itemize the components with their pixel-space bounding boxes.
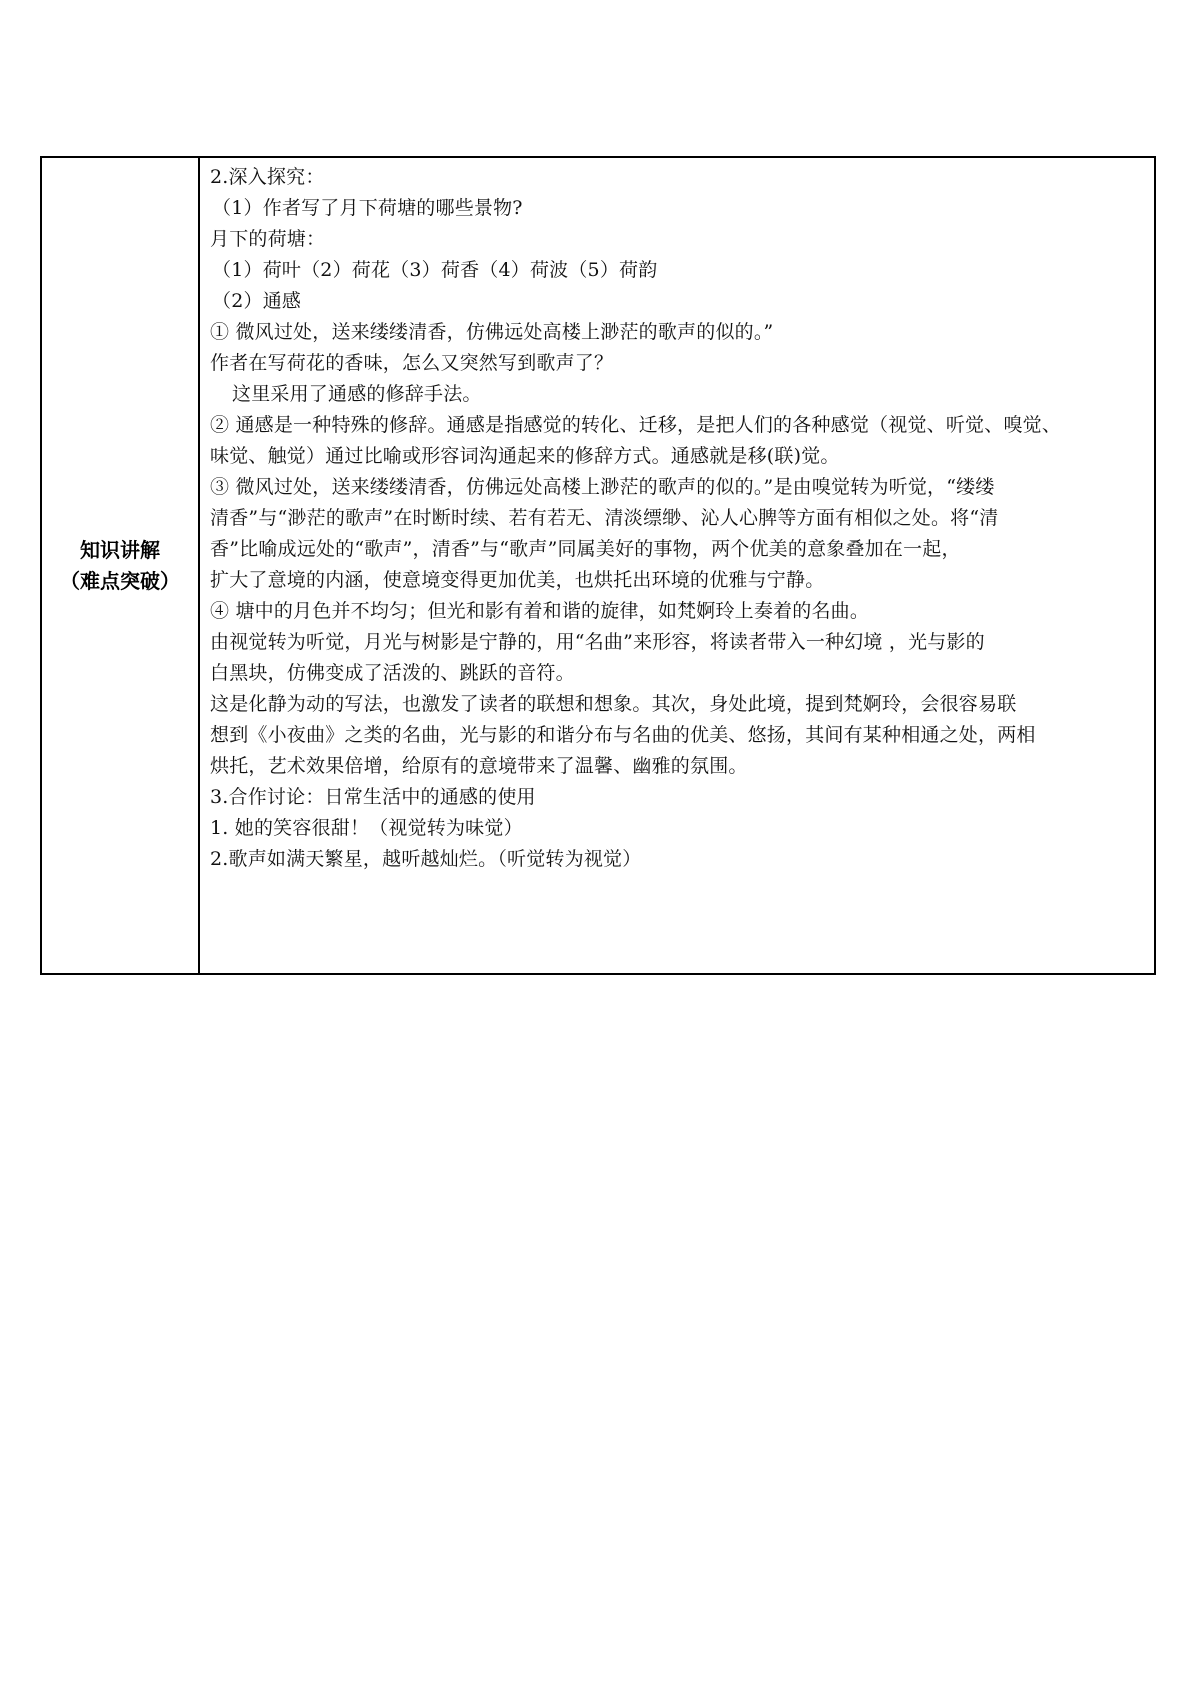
- table-row: [41, 157, 1155, 974]
- paragraph-line: ④ 塘中的月色并不均匀；但光和影有着和谐的旋律，如梵婀玲上奏着的名曲。: [210, 600, 870, 622]
- paragraph-line: 清香”与“渺茫的歌声”在时断时续、若有若无、清淡缥缈、沁人心脾等方面有相似之处。将“清: [210, 507, 999, 529]
- paragraph-line: ② 通感是一种特殊的修辞。通感是指感觉的转化、迁移，是把人们的各种感觉（视觉、听觉、嗅觉、: [210, 414, 1062, 436]
- paragraph-line: 扩大了意境的内涵，使意境变得更加优美，也烘托出环境的优雅与宁静。: [210, 569, 825, 591]
- heading-discussion: 3.合作讨论：日常生活中的通感的使用: [210, 786, 536, 808]
- paragraph-line: 烘托，艺术效果倍增，给原有的意境带来了温馨、幽雅的氛围。: [210, 755, 748, 777]
- paragraph-line: ① 微风过处，送来缕缕清香，仿佛远处高楼上渺茫的歌声的似的。”: [210, 321, 774, 343]
- example-item: 1. 她的笑容很甜！（视觉转为味觉）: [210, 817, 523, 839]
- heading-deep-inquiry: 2.深入探究：: [210, 166, 325, 188]
- subheading-synesthesia: （2）通感: [212, 290, 302, 312]
- paragraph-line: 香”比喻成远处的“歌声”，清香”与“歌声”同属美好的事物，两个优美的意象叠加在一起，: [210, 538, 961, 560]
- paragraph-line: 味觉、触觉）通过比喻或形容词沟通起来的修辞方式。通感就是移(联)觉。: [210, 445, 840, 467]
- paragraph-line: 白黑块，仿佛变成了活泼的、跳跃的音符。: [210, 662, 575, 684]
- lesson-table: [40, 156, 1156, 975]
- subheading-lotus-pond: 月下的荷塘：: [210, 228, 326, 250]
- scenery-list: （1）荷叶（2）荷花（3）荷香（4）荷波（5）荷韵: [212, 259, 658, 281]
- paragraph-line: 想到《小夜曲》之类的名曲，光与影的和谐分布与名曲的优美、悠扬，其间有某种相通之处，两相: [210, 724, 1036, 746]
- paragraph-line: 这里采用了通感的修辞手法。: [232, 383, 482, 405]
- paragraph-line: ③ 微风过处，送来缕缕清香，仿佛远处高楼上渺茫的歌声的似的。”是由嗅觉转为听觉，“缕缕: [210, 476, 995, 498]
- paragraph-line: 由视觉转为听觉，月光与树影是宁静的，用“名曲”来形容，将读者带入一种幻境 ，光与影的: [210, 631, 985, 653]
- section-label-subtitle: （难点突破）: [60, 568, 180, 593]
- example-item: 2.歌声如满天繁星，越听越灿烂。（听觉转为视觉）: [210, 848, 642, 870]
- question-scenery: （1）作者写了月下荷塘的哪些景物?: [212, 197, 523, 219]
- content-cell: [199, 157, 1155, 974]
- paragraph-line: 作者在写荷花的香味，怎么又突然写到歌声了？: [210, 352, 614, 374]
- section-label-title: 知识讲解: [80, 537, 160, 562]
- section-label-cell: [41, 157, 199, 974]
- paragraph-line: 这是化静为动的写法，也激发了读者的联想和想象。其次，身处此境，提到梵婀玲，会很容易联: [210, 693, 1017, 715]
